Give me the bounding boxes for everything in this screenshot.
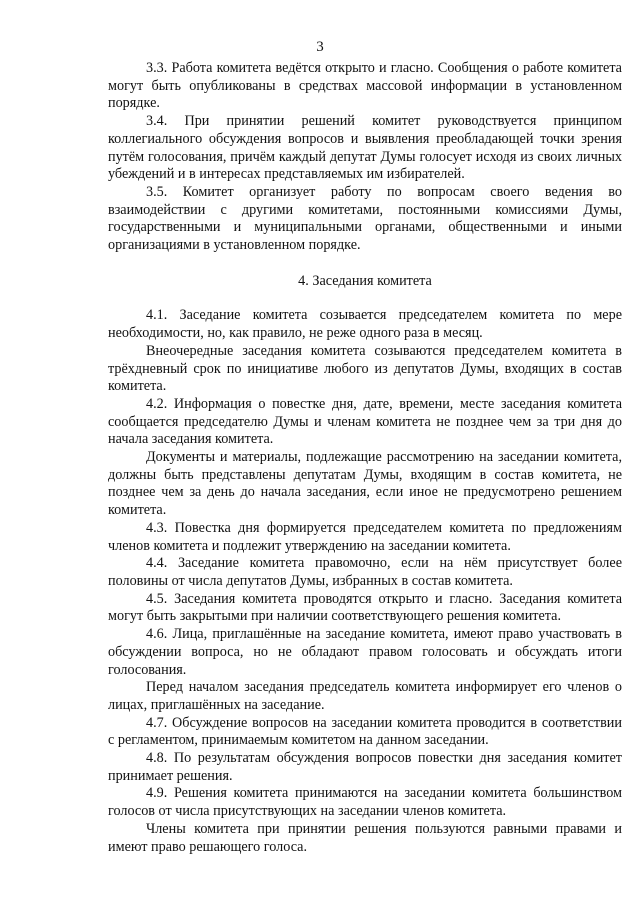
paragraph-3-4: 3.4. При принятии решений комитет руководствуется принципом коллегиального обсуждения вопросов и выявления преобладающей точки зрения путём голосования, причём каждый депутат Думы голосует исходя из своих личных убеждений и в интересах представляемых им избирателей. [108,113,622,183]
paragraph-4-5: 4.5. Заседания комитета проводятся открыто и гласно. Заседания комитета могут быть закрытыми при наличии соответствующего решения комитета. [108,590,622,625]
paragraph-4-2: 4.2. Информация о повестке дня, дате, времени, месте заседания комитета сообщается председателю Думы и членам комитета не позднее чем за три дня до начала заседания комитета. [108,395,622,448]
paragraph-3-5: 3.5. Комитет организует работу по вопросам своего ведения во взаимодействии с другими комитетами, постоянными комиссиями Думы, государственными и муниципальными органами, общественными и иными организациями в установленном порядке. [108,183,622,254]
paragraph-4-1-extra: Внеочередные заседания комитета созываются председателем комитета в трёхдневный срок по инициативе любого из депутатов Думы, входящих в состав комитета. [108,342,622,395]
section-heading: 4. Заседания комитета [298,272,432,289]
paragraph-4-3: 4.3. Повестка дня формируется председателем комитета по предложениям членов комитета и подлежит утверждению на заседании комитета. [108,519,622,554]
paragraph-4-4: 4.4. Заседание комитета правомочно, если на нём присутствует более половины от числа депутатов Думы, избранных в состав комитета. [108,555,622,589]
paragraph-4-1: 4.1. Заседание комитета созывается председателем комитета по мере необходимости, но, как правило, не реже одного раза в месяц. [108,307,622,342]
paragraph-4-8: 4.8. По результатам обсуждения вопросов повестки дня заседания комитет принимает решения. [108,750,622,784]
paragraph-4-9: 4.9. Решения комитета принимаются на заседании комитета большинством голосов от числа присутствующих на заседании членов комитета. [108,785,622,820]
paragraph-3-3: 3.3. Работа комитета ведётся открыто и гласно. Сообщения о работе комитета могут быть опубликованы в средствах массовой информации в установленном порядке. [108,60,622,112]
document-body [108,60,622,856]
paragraph-4-6-extra: Перед началом заседания председатель комитета информирует его членов о лицах, приглашённых на заседание. [108,679,622,713]
paragraph-4-7: 4.7. Обсуждение вопросов на заседании комитета проводится в соответствии с регламентом, принимаемым комитетом на данном заседании. [108,714,622,749]
paragraph-4-2-extra: Документы и материалы, подлежащие рассмотрению на заседании комитета, должны быть представлены депутатам Думы, входящим в состав комитета, не позднее чем за день до начала заседания, если иное не предусмотрено решением комитета. [108,449,622,519]
page-number: 3 [316,39,324,55]
paragraph-4-9-extra: Члены комитета при принятии решения пользуются равными правами и имеют право решающего голоса. [108,820,622,855]
paragraph-4-6: 4.6. Лица, приглашённые на заседание комитета, имеют право участвовать в обсуждении вопроса, но не обладают правом голосовать и обсуждать итоги голосования. [108,626,622,678]
